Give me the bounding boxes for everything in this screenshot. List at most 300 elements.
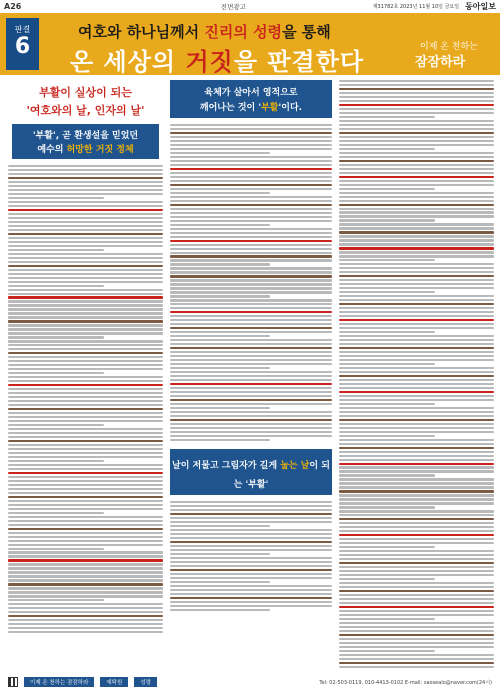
body-text-line <box>170 224 270 226</box>
body-text-line <box>170 573 332 575</box>
body-text-line <box>339 383 494 385</box>
body-text-line <box>8 209 163 211</box>
body-text-line <box>339 259 435 261</box>
body-text-line <box>8 376 163 378</box>
body-text-line <box>170 541 332 543</box>
body-text-line <box>8 432 163 434</box>
body-text-line <box>170 367 270 369</box>
body-text-line <box>170 359 332 361</box>
body-text-line <box>339 100 494 102</box>
body-text-line <box>8 201 163 203</box>
body-text-line <box>8 583 163 585</box>
body-text-line <box>339 658 494 660</box>
body-text-line <box>170 271 332 273</box>
body-text-line <box>170 387 332 389</box>
body-text-line <box>170 267 332 269</box>
body-text-line <box>170 303 332 305</box>
body-text-line <box>339 650 435 652</box>
body-text-line <box>8 468 163 470</box>
body-text-line <box>170 212 332 214</box>
body-text-line <box>8 269 163 271</box>
body-text-line <box>8 472 163 474</box>
body-text-line <box>339 570 494 572</box>
body-text-line <box>339 227 494 229</box>
body-text-line <box>339 88 494 90</box>
body-text-line <box>170 279 332 281</box>
body-text-line <box>339 219 435 221</box>
column-2-body-text <box>170 124 332 441</box>
column-1-body-text <box>8 165 163 633</box>
body-text-line <box>170 537 332 539</box>
body-text-line <box>339 455 494 457</box>
body-text-line <box>339 626 494 628</box>
body-text-line <box>339 666 494 668</box>
body-text-line <box>339 375 494 377</box>
body-text-line <box>8 436 163 438</box>
body-text-line <box>170 411 332 413</box>
body-text-line <box>8 603 163 605</box>
body-text-line <box>8 548 104 550</box>
body-text-line <box>170 204 332 206</box>
body-text-line <box>170 379 332 381</box>
body-text-line <box>170 180 332 182</box>
body-text-line <box>8 591 163 593</box>
body-text-line <box>8 300 163 302</box>
body-text-line <box>8 595 163 597</box>
body-text-line <box>339 315 494 317</box>
body-text-line <box>339 578 435 580</box>
body-text-line <box>170 275 332 277</box>
body-text-line <box>339 363 435 365</box>
body-text-line <box>8 249 104 251</box>
body-text-line <box>339 235 494 237</box>
body-text-line <box>8 420 163 422</box>
body-text-line <box>339 486 494 488</box>
body-text-line <box>339 534 494 536</box>
issue-date: 제31782호 2023년 11월 10일 금요일 <box>372 3 460 10</box>
body-text-line <box>8 197 104 199</box>
body-text-line <box>8 265 163 267</box>
body-text-line <box>339 180 494 182</box>
body-text-line <box>170 533 332 535</box>
body-text-line <box>339 518 494 520</box>
body-text-line <box>8 623 163 625</box>
section-label: 전면광고 <box>220 2 246 11</box>
body-text-line <box>339 403 435 405</box>
body-text-line <box>8 504 163 506</box>
body-text-line <box>339 439 494 441</box>
body-text-line <box>339 490 494 492</box>
body-text-line <box>8 476 163 478</box>
page-header <box>0 0 500 12</box>
body-text-line <box>339 160 494 162</box>
body-text-line <box>339 590 494 592</box>
headline-1-part: 께서 <box>170 23 205 41</box>
body-text-line <box>170 208 332 210</box>
body-text-line <box>8 416 163 418</box>
body-text-line <box>8 189 163 191</box>
body-text-line <box>339 168 494 170</box>
body-text-line <box>170 192 270 194</box>
body-text-line <box>339 502 494 504</box>
body-text-line <box>339 506 435 508</box>
column-1-heading <box>8 84 163 118</box>
body-text-line <box>8 460 104 462</box>
body-text-line <box>339 335 494 337</box>
body-text-line <box>339 243 494 245</box>
body-text-line <box>8 540 163 542</box>
body-text-line <box>339 196 494 198</box>
body-text-line <box>170 176 332 178</box>
body-text-line <box>339 634 494 636</box>
body-text-line <box>339 172 494 174</box>
body-text-line <box>170 439 270 441</box>
body-text-line <box>170 521 332 523</box>
body-text-line <box>8 185 163 187</box>
body-text-line <box>339 610 494 612</box>
body-text-line <box>170 347 332 349</box>
body-text-line <box>339 582 494 584</box>
body-text-line <box>170 140 332 142</box>
body-text-line <box>8 579 163 581</box>
body-text-line <box>170 415 332 417</box>
body-text-line <box>8 452 163 454</box>
body-text-line <box>170 371 332 373</box>
body-text-line <box>8 524 163 526</box>
body-text-line <box>170 184 332 186</box>
article-column-3 <box>339 80 494 669</box>
body-text-line <box>8 408 163 410</box>
subhead-part: 예수의 <box>37 145 67 155</box>
body-text-line <box>170 299 332 301</box>
body-text-line <box>170 259 332 261</box>
body-text-line <box>170 391 332 393</box>
body-text-line <box>339 124 494 126</box>
body-text-line <box>339 427 494 429</box>
body-text-line <box>339 498 494 500</box>
body-text-line <box>170 263 270 265</box>
body-text-line <box>339 271 494 273</box>
body-text-line <box>339 136 494 138</box>
body-text-line <box>339 654 494 656</box>
body-text-line <box>339 231 494 233</box>
body-text-line <box>8 536 163 538</box>
body-text-line <box>8 372 104 374</box>
body-text-line <box>339 562 494 564</box>
footer-label-2: 예탁원 <box>100 677 128 687</box>
body-text-line <box>339 283 494 285</box>
headline-2-highlight: 거짓 <box>185 48 234 75</box>
body-text-line <box>170 319 332 321</box>
headline-1-part: 여호와 하나님 <box>78 23 171 41</box>
body-text-line <box>8 296 163 298</box>
body-text-line <box>339 367 494 369</box>
body-text-line <box>8 169 163 171</box>
body-text-line <box>170 557 332 559</box>
body-text-line <box>170 295 270 297</box>
body-text-line <box>339 646 494 648</box>
body-text-line <box>170 363 332 365</box>
body-text-line <box>170 549 332 551</box>
body-text-line <box>8 428 163 430</box>
body-text-line <box>170 327 332 329</box>
body-text-line <box>170 160 332 162</box>
body-text-line <box>8 412 163 414</box>
body-text-line <box>8 392 163 394</box>
body-text-line <box>170 124 332 126</box>
body-text-line <box>170 148 332 150</box>
body-text-line <box>8 440 163 442</box>
body-text-line <box>339 156 494 158</box>
body-text-line <box>8 575 163 577</box>
body-text-line <box>339 223 494 225</box>
body-text-line <box>339 279 494 281</box>
body-text-line <box>8 217 163 219</box>
headline-banner <box>0 13 500 75</box>
body-text-line <box>339 319 494 321</box>
column-1-subhead-box <box>12 124 159 159</box>
body-text-line <box>339 399 494 401</box>
body-text-line <box>170 517 332 519</box>
body-text-line <box>339 152 494 154</box>
column-3-body-text <box>339 80 494 668</box>
body-text-line <box>170 561 332 563</box>
article-column-1 <box>8 80 163 669</box>
body-text-line <box>170 593 332 595</box>
body-text-line <box>339 108 494 110</box>
body-text-line <box>339 164 494 166</box>
body-text-line <box>8 308 163 310</box>
body-text-line <box>170 339 332 341</box>
body-text-line <box>8 532 163 534</box>
body-text-line <box>8 177 163 179</box>
body-text-line <box>8 424 104 426</box>
verdict-tag-label: 판결 <box>14 25 31 34</box>
body-text-line <box>339 435 435 437</box>
body-text-line <box>339 144 494 146</box>
subhead-highlight: 부활 <box>261 103 279 113</box>
body-text-line <box>8 281 163 283</box>
body-text-line <box>339 208 494 210</box>
body-text-line <box>339 411 494 413</box>
column-2-subhead-line-2 <box>172 100 330 113</box>
body-text-line <box>170 132 332 134</box>
body-text-line <box>339 371 494 373</box>
body-text-line <box>170 601 332 603</box>
body-text-line <box>8 336 104 338</box>
body-text-line <box>339 287 494 289</box>
body-text-line <box>339 104 494 106</box>
subhead-part: '이다. <box>278 103 303 113</box>
body-text-line <box>170 343 332 345</box>
body-text-line <box>339 494 494 496</box>
body-text-line <box>8 245 163 247</box>
body-text-line <box>170 545 332 547</box>
body-text-line <box>170 323 332 325</box>
body-text-line <box>339 307 494 309</box>
page-footer <box>0 673 500 691</box>
body-text-line <box>8 352 163 354</box>
body-text-line <box>8 484 163 486</box>
body-text-line <box>339 132 494 134</box>
body-text-line <box>8 567 163 569</box>
footer-label-1: 이제 온 천하는 잠잠하라 <box>24 677 94 687</box>
body-text-line <box>8 181 163 183</box>
body-text-line <box>8 444 163 446</box>
newspaper-logo: 동아일보 <box>465 0 496 11</box>
body-text-line <box>8 480 163 482</box>
body-text-line <box>170 435 332 437</box>
column-1-subhead-line-2 <box>14 142 157 155</box>
body-text-line <box>339 247 494 249</box>
body-text-line <box>339 200 494 202</box>
body-text-line <box>339 331 435 333</box>
body-text-line <box>8 464 163 466</box>
body-text-line <box>8 273 163 275</box>
body-text-line <box>170 553 270 555</box>
body-text-line <box>339 215 494 217</box>
body-text-line <box>339 474 435 476</box>
body-text-line <box>339 379 494 381</box>
headline-line-1 <box>78 21 331 42</box>
body-text-line <box>8 599 104 601</box>
body-text-line <box>8 332 163 334</box>
body-text-line <box>170 156 332 158</box>
body-text-line <box>8 388 163 390</box>
body-text-line <box>170 248 332 250</box>
article-column-2 <box>170 80 332 669</box>
body-text-line <box>339 184 494 186</box>
body-text-line <box>170 188 332 190</box>
body-text-line <box>339 112 494 114</box>
body-text-line <box>8 380 163 382</box>
body-text-line <box>8 508 163 510</box>
body-text-line <box>339 303 494 305</box>
headline-line-2 <box>70 42 364 75</box>
body-text-line <box>339 546 435 548</box>
body-text-line <box>8 528 163 530</box>
body-text-line <box>339 291 435 293</box>
body-text-line <box>170 287 332 289</box>
body-text-line <box>8 221 163 223</box>
body-text-line <box>339 120 494 122</box>
body-text-line <box>8 555 163 557</box>
body-text-line <box>339 275 494 277</box>
body-text-line <box>170 355 332 357</box>
body-text-line <box>8 253 163 255</box>
body-text-line <box>170 168 332 170</box>
body-text-line <box>8 293 163 295</box>
body-text-line <box>8 496 163 498</box>
body-text-line <box>170 597 332 599</box>
body-text-line <box>170 136 332 138</box>
body-text-line <box>339 618 435 620</box>
body-text-line <box>8 559 163 561</box>
body-text-line <box>170 589 332 591</box>
body-text-line <box>170 196 332 198</box>
column-2-subhead-box-2 <box>170 449 332 495</box>
body-text-line <box>339 550 494 552</box>
body-text-line <box>8 193 163 195</box>
body-text-line <box>339 255 494 257</box>
body-text-line <box>170 220 332 222</box>
body-text-line <box>8 205 163 207</box>
body-text-line <box>339 482 494 484</box>
body-text-line <box>8 607 163 609</box>
body-text-line <box>339 295 494 297</box>
body-text-line <box>339 387 494 389</box>
body-text-line <box>170 509 332 511</box>
body-text-line <box>8 356 163 358</box>
subhead-highlight: 허망한 거짓 정체 <box>66 145 134 155</box>
body-text-line <box>170 144 332 146</box>
body-text-line <box>8 520 163 522</box>
body-text-line <box>339 204 494 206</box>
body-text-line <box>8 611 163 613</box>
body-text-line <box>170 351 332 353</box>
body-text-line <box>170 585 332 587</box>
body-text-line <box>339 415 494 417</box>
body-text-line <box>339 343 494 345</box>
subhead-part: 이 되는 '부활' <box>233 460 330 490</box>
body-text-line <box>170 252 332 254</box>
body-text-line <box>170 569 332 571</box>
body-text-line <box>8 360 163 362</box>
body-text-line <box>170 431 332 433</box>
headline-2-part: 온 세상의 <box>70 48 186 75</box>
body-text-line <box>170 128 332 130</box>
body-text-line <box>339 347 494 349</box>
body-text-line <box>8 619 163 621</box>
body-text-line <box>8 364 163 366</box>
body-text-line <box>339 192 494 194</box>
body-text-line <box>339 614 494 616</box>
body-text-line <box>339 391 494 393</box>
column-2-subhead-2-text <box>172 461 330 490</box>
body-text-line <box>8 261 163 263</box>
body-text-line <box>170 283 332 285</box>
body-text-line <box>170 609 270 611</box>
column-1-subhead-line-1: '부활', 곧 환생설을 믿었던 <box>32 131 139 141</box>
subhead-part: 깨어나는 것이 ' <box>199 103 262 113</box>
body-text-line <box>170 513 332 515</box>
body-text-line <box>170 172 332 174</box>
body-text-line <box>8 320 163 322</box>
body-text-line <box>170 331 332 333</box>
body-text-line <box>170 240 332 242</box>
body-text-line <box>8 500 163 502</box>
body-text-line <box>8 229 163 231</box>
body-text-line <box>339 598 494 600</box>
body-text-line <box>170 399 332 401</box>
body-text-line <box>8 312 163 314</box>
body-text-line <box>8 396 163 398</box>
body-text-line <box>8 237 163 239</box>
body-text-line <box>339 638 494 640</box>
body-text-line <box>8 233 163 235</box>
body-text-line <box>170 419 332 421</box>
body-text-line <box>339 239 494 241</box>
body-text-line <box>339 359 494 361</box>
body-text-line <box>8 488 163 490</box>
body-text-line <box>339 84 494 86</box>
body-text-line <box>339 407 494 409</box>
body-text-line <box>339 642 494 644</box>
body-text-line <box>339 459 494 461</box>
body-text-line <box>170 311 332 313</box>
body-text-line <box>8 213 163 215</box>
body-text-line <box>339 92 494 94</box>
